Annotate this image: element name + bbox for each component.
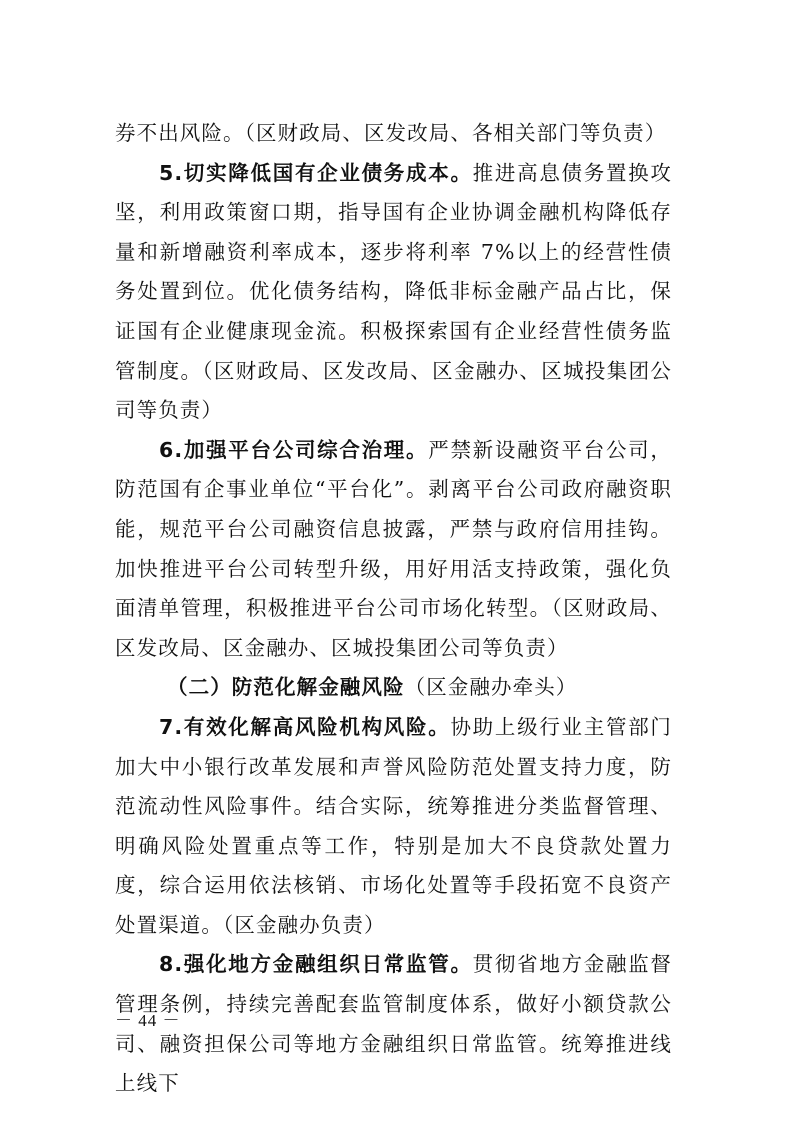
item-6-heading: 6.加强平台公司综合治理。: [159, 437, 429, 462]
section-heading: （二）防范化解金融风险: [167, 675, 405, 700]
document-body: [115, 114, 672, 1104]
item-7-heading: 7.有效化解高风险机构风险。: [159, 714, 451, 739]
item-7-paragraph: [115, 708, 672, 946]
page-number: － 44 －: [115, 1011, 181, 1030]
item-5-body: 推进高息债务置换攻坚，利用政策窗口期，指导国有企业协调金融机构降低存量和新增融资利率成本，逐步将利率 7%以上的经营性债务处置到位。优化债务结构，降低非标金融产品占比，保证国有企业健康现金流。积极探索国有企业经营性债务监管制度。（区财政局、区发改局、区金融办、区城投集团公司等负责）: [115, 160, 672, 423]
item-5-heading: 5.切实降低国有企业债务成本。: [159, 160, 473, 185]
item-8-heading: 8.强化地方金融组织日常监管。: [159, 952, 473, 977]
item-5-paragraph: [115, 154, 672, 431]
item-6-body: 严禁新设融资平台公司，防范国有企事业单位“平台化”。剥离平台公司政府融资职能，规范平台公司融资信息披露，严禁与政府信用挂钩。加快推进平台公司转型升级，用好用活支持政策，强化负面清单管理，积极推进平台公司市场化转型。（区财政局、区发改局、区金融办、区城投集团公司等负责）: [115, 437, 672, 660]
section-lead: （区金融办牵头）: [404, 675, 578, 700]
item-8-paragraph: [115, 945, 672, 1103]
section-heading-paragraph: [115, 668, 672, 708]
item-8-body: 贯彻省地方金融监督管理条例，持续完善配套监管制度体系，做好小额贷款公司、融资担保公司等地方金融组织日常监管。统筹推进线上线下: [115, 952, 672, 1096]
continuation-paragraph: 券不出风险。（区财政局、区发改局、各相关部门等负责）: [115, 121, 667, 145]
item-7-body: 协助上级行业主管部门加大中小银行改革发展和声誉风险防范处置支持力度，防范流动性风险事件。结合实际，统筹推进分类监督管理、明确风险处置重点等工作，特别是加大不良贷款处置力度，综合运用依法核销、市场化处置等手段拓宽不良资产处置渠道。（区金融办负责）: [115, 714, 673, 937]
item-6-paragraph: [115, 431, 672, 669]
